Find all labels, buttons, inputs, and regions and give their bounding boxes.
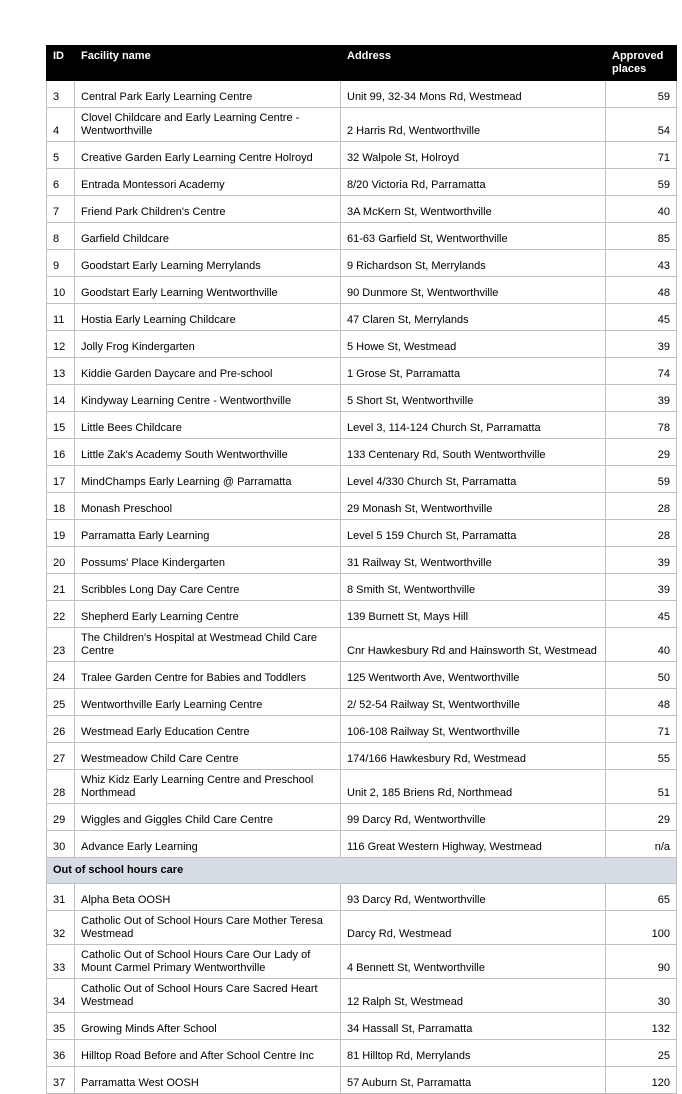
table-row [47, 81, 677, 108]
cell-approved-places: 59 [606, 169, 677, 196]
cell-facility-name: Catholic Out of School Hours Care Sacred Heart Westmead [75, 979, 341, 1013]
cell-address: 32 Walpole St, Holroyd [341, 142, 606, 169]
table-row [47, 689, 677, 716]
table-row [47, 743, 677, 770]
cell-facility-name: Creative Garden Early Learning Centre Holroyd [75, 142, 341, 169]
table-row [47, 223, 677, 250]
cell-facility-name: MindChamps Early Learning @ Parramatta [75, 466, 341, 493]
cell-facility-name: Kindyway Learning Centre - Wentworthville [75, 385, 341, 412]
section-header-oosh [47, 858, 677, 884]
cell-address: 90 Dunmore St, Wentworthville [341, 277, 606, 304]
cell-id: 36 [47, 1040, 75, 1067]
cell-id: 21 [47, 574, 75, 601]
cell-facility-name: Clovel Childcare and Early Learning Centre - Wentworthville [75, 108, 341, 142]
cell-approved-places: 74 [606, 358, 677, 385]
cell-address: Cnr Hawkesbury Rd and Hainsworth St, Westmead [341, 628, 606, 662]
cell-approved-places: 100 [606, 911, 677, 945]
table-row [47, 108, 677, 142]
table-row [47, 1040, 677, 1067]
table-row [47, 716, 677, 743]
cell-address: Unit 99, 32-34 Mons Rd, Westmead [341, 81, 606, 108]
cell-id: 17 [47, 466, 75, 493]
table-row [47, 142, 677, 169]
table-row [47, 804, 677, 831]
cell-approved-places: 120 [606, 1067, 677, 1094]
cell-facility-name: Hostia Early Learning Childcare [75, 304, 341, 331]
cell-facility-name: Westmead Early Education Centre [75, 716, 341, 743]
cell-facility-name: Kiddie Garden Daycare and Pre-school [75, 358, 341, 385]
cell-id: 20 [47, 547, 75, 574]
cell-id: 37 [47, 1067, 75, 1094]
cell-facility-name: The Children's Hospital at Westmead Child Care Centre [75, 628, 341, 662]
cell-facility-name: Wiggles and Giggles Child Care Centre [75, 804, 341, 831]
cell-approved-places: 51 [606, 770, 677, 804]
cell-approved-places: 40 [606, 196, 677, 223]
cell-address: 1 Grose St, Parramatta [341, 358, 606, 385]
cell-address: 29 Monash St, Wentworthville [341, 493, 606, 520]
cell-approved-places: 55 [606, 743, 677, 770]
cell-address: 61-63 Garfield St, Wentworthville [341, 223, 606, 250]
cell-address: 57 Auburn St, Parramatta [341, 1067, 606, 1094]
cell-facility-name: Alpha Beta OOSH [75, 884, 341, 911]
table-row [47, 277, 677, 304]
cell-facility-name: Shepherd Early Learning Centre [75, 601, 341, 628]
cell-facility-name: Wentworthville Early Learning Centre [75, 689, 341, 716]
cell-approved-places: 39 [606, 574, 677, 601]
cell-approved-places: 45 [606, 601, 677, 628]
cell-address: 93 Darcy Rd, Wentworthville [341, 884, 606, 911]
cell-address: 31 Railway St, Wentworthville [341, 547, 606, 574]
table-row [47, 601, 677, 628]
table-row [47, 304, 677, 331]
cell-address: 81 Hilltop Rd, Merrylands [341, 1040, 606, 1067]
cell-id: 22 [47, 601, 75, 628]
cell-address: 125 Wentworth Ave, Wentworthville [341, 662, 606, 689]
cell-address: 133 Centenary Rd, South Wentworthville [341, 439, 606, 466]
cell-id: 9 [47, 250, 75, 277]
cell-address: Level 5 159 Church St, Parramatta [341, 520, 606, 547]
cell-id: 27 [47, 743, 75, 770]
cell-address: Unit 2, 185 Briens Rd, Northmead [341, 770, 606, 804]
table-body [47, 81, 677, 1094]
cell-address: 5 Short St, Wentworthville [341, 385, 606, 412]
table-row [47, 520, 677, 547]
cell-address: 8 Smith St, Wentworthville [341, 574, 606, 601]
cell-address: 3A McKern St, Wentworthville [341, 196, 606, 223]
header-approved-places: Approved places [606, 46, 677, 81]
table-row [47, 358, 677, 385]
cell-approved-places: 39 [606, 331, 677, 358]
cell-id: 6 [47, 169, 75, 196]
cell-address: 116 Great Western Highway, Westmead [341, 831, 606, 858]
cell-facility-name: Entrada Montessori Academy [75, 169, 341, 196]
cell-approved-places: 71 [606, 142, 677, 169]
header-address: Address [341, 46, 606, 81]
cell-facility-name: Catholic Out of School Hours Care Mother Teresa Westmead [75, 911, 341, 945]
cell-address: 106-108 Railway St, Wentworthville [341, 716, 606, 743]
table-row [47, 574, 677, 601]
table-row [47, 385, 677, 412]
cell-approved-places: 59 [606, 466, 677, 493]
table-row [47, 884, 677, 911]
cell-facility-name: Advance Early Learning [75, 831, 341, 858]
cell-id: 8 [47, 223, 75, 250]
cell-id: 14 [47, 385, 75, 412]
cell-approved-places: 45 [606, 304, 677, 331]
cell-id: 13 [47, 358, 75, 385]
cell-facility-name: Parramatta Early Learning [75, 520, 341, 547]
table-row [47, 169, 677, 196]
cell-id: 15 [47, 412, 75, 439]
cell-id: 35 [47, 1013, 75, 1040]
cell-approved-places: 30 [606, 979, 677, 1013]
table-row [47, 412, 677, 439]
cell-id: 24 [47, 662, 75, 689]
cell-approved-places: 28 [606, 520, 677, 547]
cell-id: 18 [47, 493, 75, 520]
cell-address: 99 Darcy Rd, Wentworthville [341, 804, 606, 831]
cell-approved-places: 71 [606, 716, 677, 743]
cell-id: 29 [47, 804, 75, 831]
cell-approved-places: 132 [606, 1013, 677, 1040]
cell-facility-name: Garfield Childcare [75, 223, 341, 250]
cell-id: 7 [47, 196, 75, 223]
cell-approved-places: 29 [606, 439, 677, 466]
cell-facility-name: Monash Preschool [75, 493, 341, 520]
cell-facility-name: Growing Minds After School [75, 1013, 341, 1040]
cell-id: 23 [47, 628, 75, 662]
cell-id: 12 [47, 331, 75, 358]
cell-approved-places: 50 [606, 662, 677, 689]
cell-facility-name: Friend Park Children's Centre [75, 196, 341, 223]
table-row [47, 439, 677, 466]
table-row [47, 493, 677, 520]
cell-id: 4 [47, 108, 75, 142]
cell-facility-name: Central Park Early Learning Centre [75, 81, 341, 108]
cell-facility-name: Possums' Place Kindergarten [75, 547, 341, 574]
facilities-table [46, 45, 677, 1094]
cell-approved-places: 39 [606, 385, 677, 412]
cell-address: 8/20 Victoria Rd, Parramatta [341, 169, 606, 196]
cell-approved-places: 39 [606, 547, 677, 574]
table-row [47, 331, 677, 358]
cell-address: 12 Ralph St, Westmead [341, 979, 606, 1013]
cell-approved-places: 85 [606, 223, 677, 250]
cell-approved-places: 90 [606, 945, 677, 979]
cell-address: 2/ 52-54 Railway St, Wentworthville [341, 689, 606, 716]
cell-facility-name: Hilltop Road Before and After School Centre Inc [75, 1040, 341, 1067]
table-row [47, 466, 677, 493]
table-row [47, 770, 677, 804]
cell-address: 9 Richardson St, Merrylands [341, 250, 606, 277]
cell-address: Level 3, 114-124 Church St, Parramatta [341, 412, 606, 439]
header-id: ID [47, 46, 75, 81]
cell-address: 5 Howe St, Westmead [341, 331, 606, 358]
cell-address: 2 Harris Rd, Wentworthville [341, 108, 606, 142]
cell-address: 34 Hassall St, Parramatta [341, 1013, 606, 1040]
cell-facility-name: Whiz Kidz Early Learning Centre and Preschool Northmead [75, 770, 341, 804]
cell-facility-name: Catholic Out of School Hours Care Our Lady of Mount Carmel Primary Wentworthville [75, 945, 341, 979]
cell-id: 5 [47, 142, 75, 169]
cell-approved-places: 29 [606, 804, 677, 831]
cell-address: 47 Claren St, Merrylands [341, 304, 606, 331]
cell-facility-name: Scribbles Long Day Care Centre [75, 574, 341, 601]
table-row [47, 196, 677, 223]
cell-approved-places: 48 [606, 689, 677, 716]
cell-id: 11 [47, 304, 75, 331]
table-row [47, 1013, 677, 1040]
table-row [47, 250, 677, 277]
cell-facility-name: Parramatta West OOSH [75, 1067, 341, 1094]
cell-facility-name: Little Bees Childcare [75, 412, 341, 439]
table-header [47, 46, 677, 81]
cell-address: 174/166 Hawkesbury Rd, Westmead [341, 743, 606, 770]
cell-approved-places: 54 [606, 108, 677, 142]
cell-facility-name: Tralee Garden Centre for Babies and Toddlers [75, 662, 341, 689]
table-row [47, 547, 677, 574]
cell-id: 26 [47, 716, 75, 743]
cell-id: 10 [47, 277, 75, 304]
cell-facility-name: Goodstart Early Learning Merrylands [75, 250, 341, 277]
cell-id: 25 [47, 689, 75, 716]
cell-approved-places: 65 [606, 884, 677, 911]
cell-id: 30 [47, 831, 75, 858]
cell-approved-places: 59 [606, 81, 677, 108]
cell-address: Darcy Rd, Westmead [341, 911, 606, 945]
cell-approved-places: 78 [606, 412, 677, 439]
table-row [47, 628, 677, 662]
cell-address: Level 4/330 Church St, Parramatta [341, 466, 606, 493]
cell-id: 32 [47, 911, 75, 945]
table-row [47, 831, 677, 858]
cell-id: 28 [47, 770, 75, 804]
table-row [47, 945, 677, 979]
table-row [47, 979, 677, 1013]
table-row [47, 662, 677, 689]
cell-approved-places: 25 [606, 1040, 677, 1067]
cell-address: 139 Burnett St, Mays Hill [341, 601, 606, 628]
cell-id: 16 [47, 439, 75, 466]
cell-facility-name: Little Zak's Academy South Wentworthville [75, 439, 341, 466]
cell-address: 4 Bennett St, Wentworthville [341, 945, 606, 979]
cell-facility-name: Westmeadow Child Care Centre [75, 743, 341, 770]
cell-id: 31 [47, 884, 75, 911]
cell-facility-name: Goodstart Early Learning Wentworthville [75, 277, 341, 304]
cell-id: 19 [47, 520, 75, 547]
cell-approved-places: n/a [606, 831, 677, 858]
table-row [47, 911, 677, 945]
header-facility-name: Facility name [75, 46, 341, 81]
cell-facility-name: Jolly Frog Kindergarten [75, 331, 341, 358]
cell-id: 34 [47, 979, 75, 1013]
cell-approved-places: 28 [606, 493, 677, 520]
table-row [47, 1067, 677, 1094]
section-title: Out of school hours care [47, 858, 677, 884]
cell-approved-places: 40 [606, 628, 677, 662]
cell-id: 3 [47, 81, 75, 108]
cell-approved-places: 43 [606, 250, 677, 277]
cell-id: 33 [47, 945, 75, 979]
cell-approved-places: 48 [606, 277, 677, 304]
